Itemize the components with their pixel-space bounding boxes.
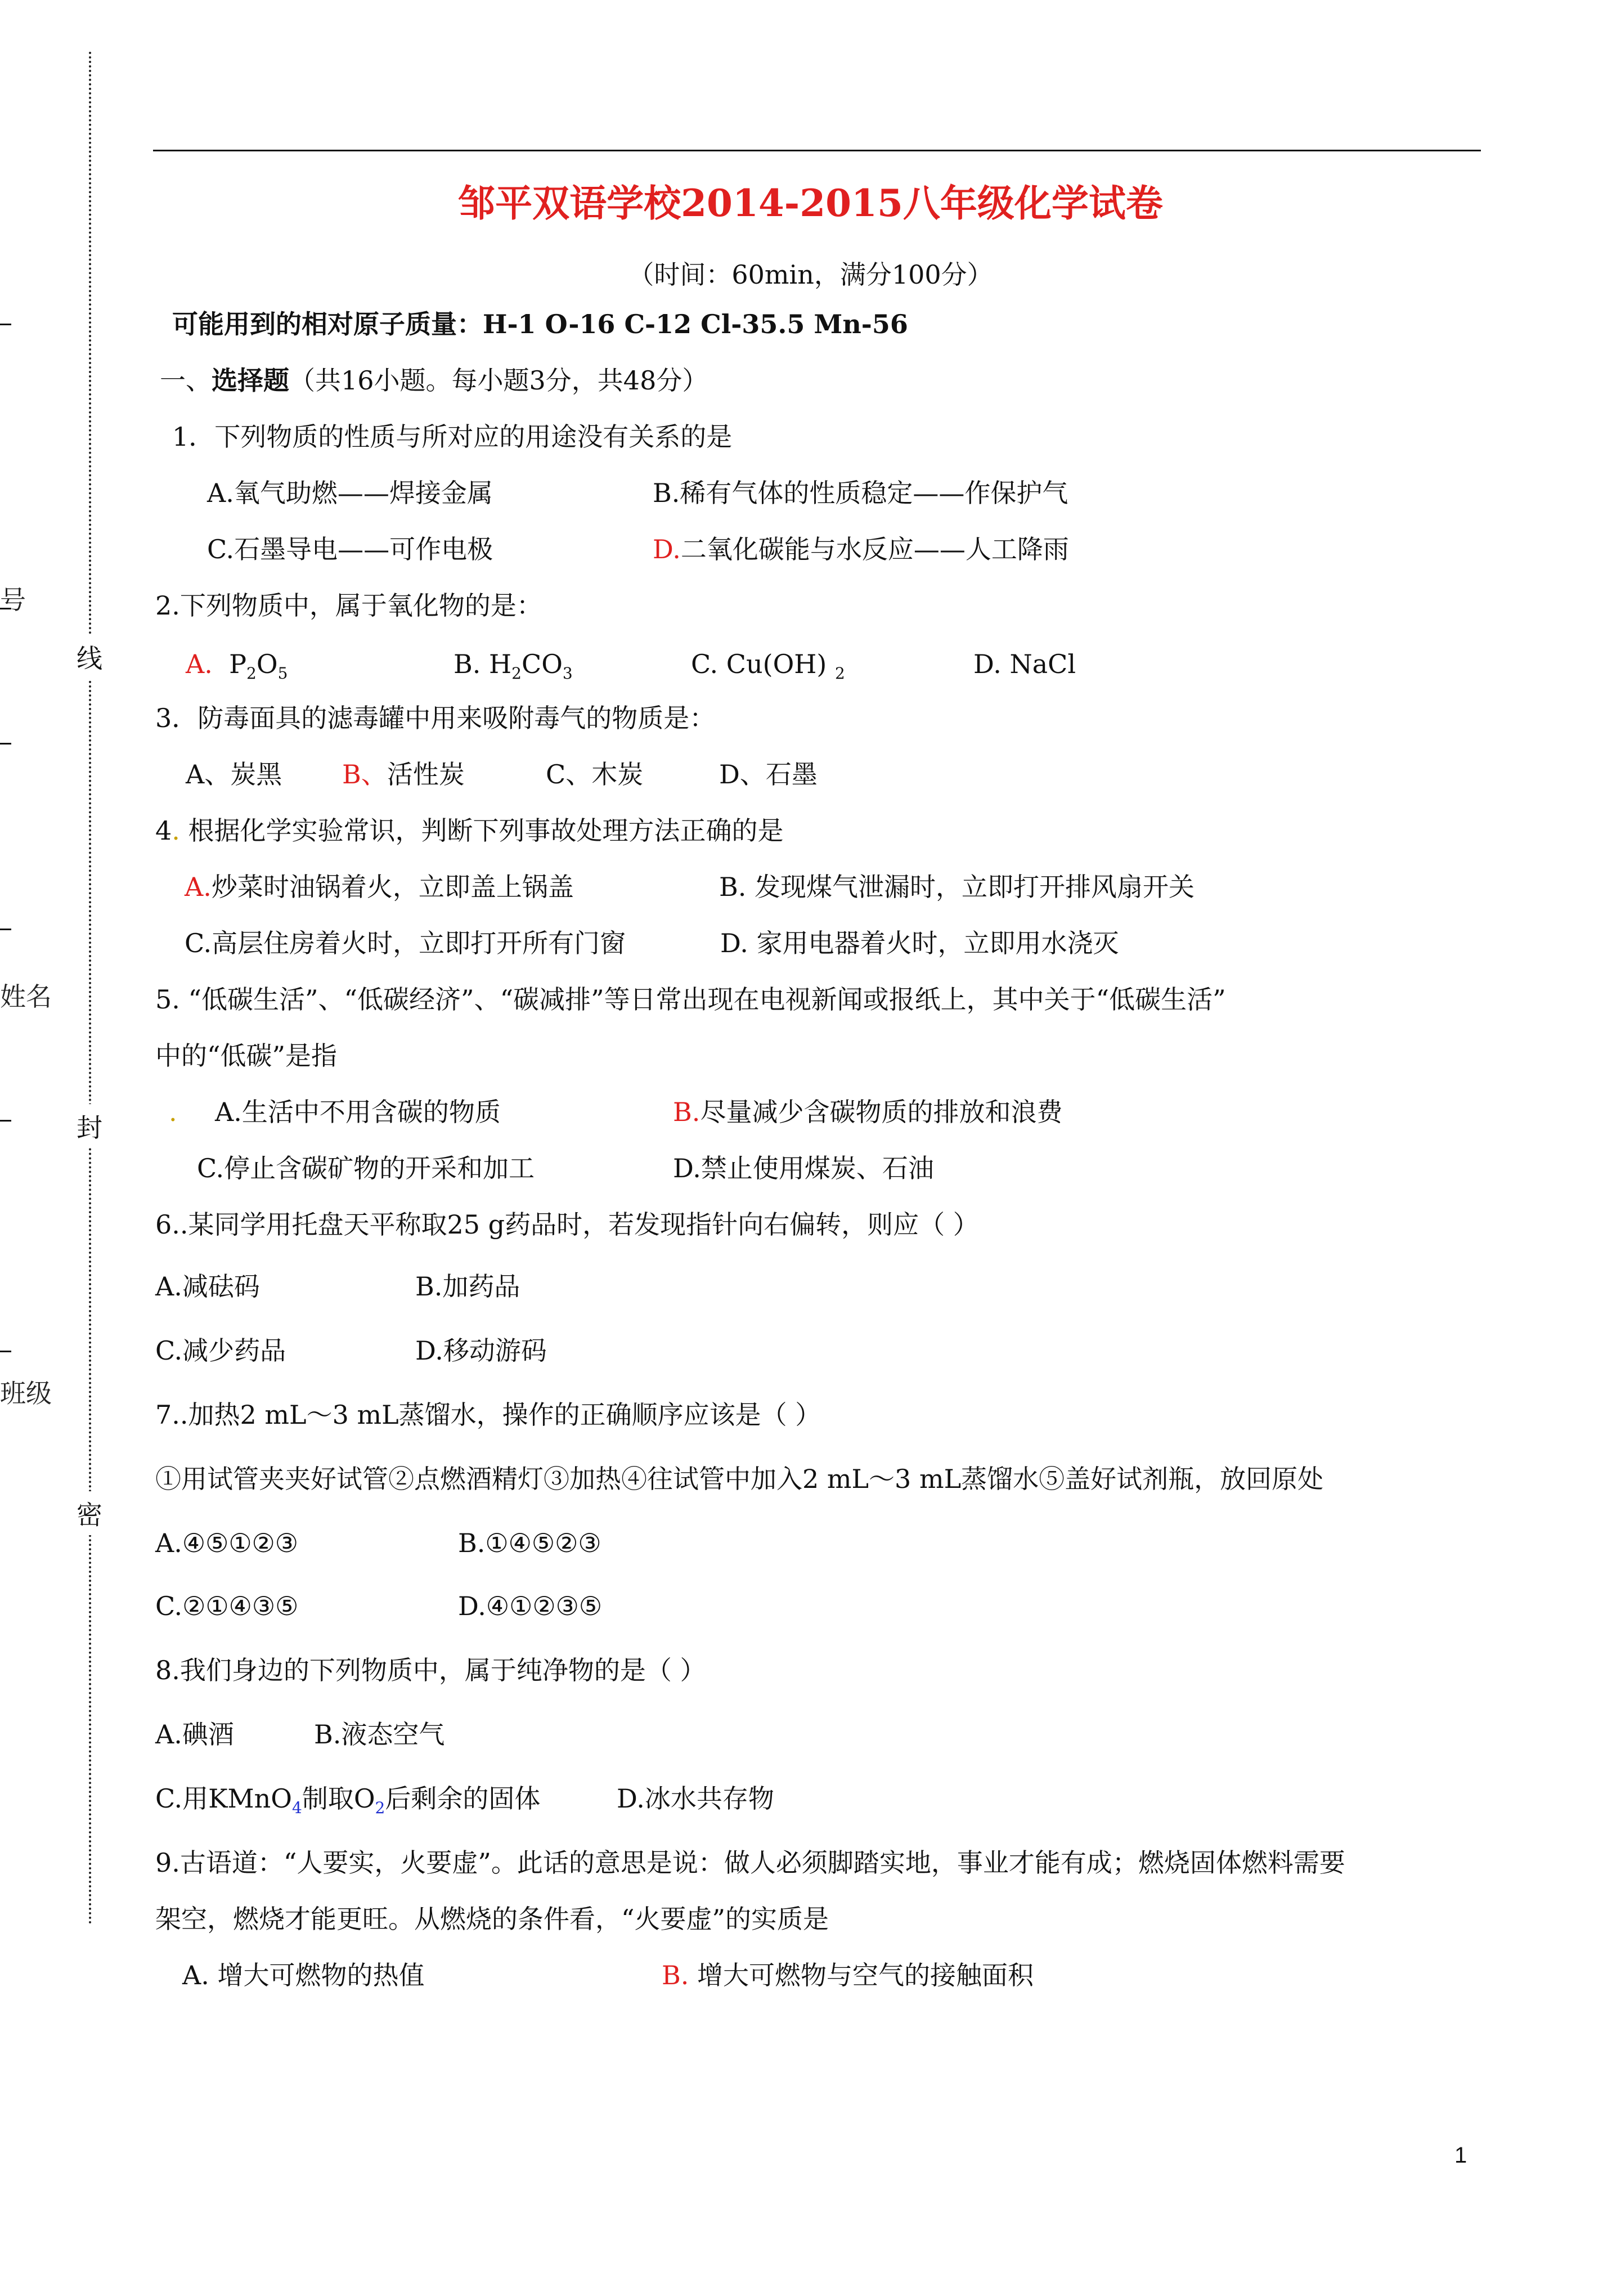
formula-part: B. H [453,649,512,679]
option-a: A.碘酒 [155,1719,234,1750]
answer-mark: B、 [342,759,387,790]
binding-rule [0,324,11,325]
question-stem: 1．下列物质的性质与所对应的用途没有关系的是 [172,421,733,452]
formula-subscript: 5 [277,664,288,683]
option-a: A.氧气助燃——焊接金属 [207,478,493,508]
option-a [185,870,574,904]
section-title: 选择题 [212,365,289,396]
option-a: A.④⑤①②③ [155,1528,299,1558]
option-c: C.减少药品 [155,1335,286,1366]
question-stem: 2.下列物质中，属于氧化物的是： [155,590,542,621]
option-c: C.高层住房着火时，立即打开所有门窗 [185,928,626,958]
formula-part: O [256,649,278,679]
section-note: （共16小题。每小题3分，共48分） [289,365,708,396]
option-text: 后剩余的固体 [385,1783,541,1814]
formula-part: CO [522,649,563,679]
page-number: 1 [1454,2143,1467,2168]
answer-mark: A. [185,872,212,902]
formula-subscript: 2 [375,1799,385,1817]
option-c: C.②①④③⑤ [155,1591,299,1621]
question-stem: 6..某同学用托盘天平称取25 g药品时，若发现指针向右偏转，则应（ ） [155,1209,979,1240]
formula-part: P [229,649,247,679]
answer-mark: D. [653,534,681,564]
question-text: 根据化学实验常识，判断下列事故处理方法正确的是 [188,815,784,846]
binding-rule [0,743,11,745]
option-text: 增大可燃物与空气的接触面积 [689,1960,1034,1990]
page-title: 邹平双语学校2014-2015八年级化学试卷 [458,181,1163,225]
option-b: B. 发现煤气泄漏时，立即打开排风扇开关 [719,872,1195,902]
question-stem-cont: 架空，燃烧才能更旺。从燃烧的条件看，“火要虚”的实质是 [155,1904,829,1934]
question-stem: 7..加热2 mL～3 mL蒸馏水，操作的正确顺序应该是（ ） [155,1400,821,1430]
seal-char-seal: 封 [77,1104,102,1148]
option-d: D.禁止使用煤炭、石油 [673,1153,934,1183]
option-d: D.冰水共存物 [617,1783,774,1814]
option-text: C.用KMnO [155,1783,292,1814]
answer-mark: A. [186,649,213,679]
option-b [673,1095,1062,1129]
atomic-masses: 可能用到的相对原子质量：H-1 O-16 C-12 Cl-35.5 Mn-56 [172,309,908,339]
option-b: B.加药品 [415,1271,520,1302]
option-d: D. 家用电器着火时，立即用水浇灭 [720,928,1119,958]
section-label: 一、 [160,365,212,396]
question-stem: 4. 根据化学实验常识，判断下列事故处理方法正确的是 [155,815,784,846]
option-text: 炒菜时油锅着火，立即盖上锅盖 [211,872,574,902]
formula-subscript: 2 [246,664,257,683]
question-stem-cont: 中的“低碳”是指 [155,1041,338,1071]
question-stem: 8.我们身边的下列物质中，属于纯净物的是（ ） [155,1655,706,1685]
option-a: A.减砝码 [155,1271,260,1302]
binding-fragment: 号 [0,585,26,615]
binding-fragment: 班级 [0,1378,52,1409]
option-c [691,647,845,681]
answer-mark: B. [673,1097,701,1127]
option-a: A.生活中不用含碳的物质 [215,1097,501,1127]
stray-mark: . [169,1097,177,1127]
binding-rule [0,1351,11,1352]
seal-char-line: 线 [77,635,102,679]
exam-time-info: （时间：60min，满分100分） [628,259,993,290]
seal-char-secret: 密 [77,1491,102,1535]
option-d [653,532,1069,566]
option-d: D、石墨 [719,759,818,790]
formula-subscript: 2 [511,664,522,683]
option-b: B.①④⑤②③ [458,1528,601,1558]
option-b [453,647,573,681]
option-d: D. NaCl [973,649,1076,679]
option-d: D.④①②③⑤ [458,1591,603,1621]
option-a [186,647,288,681]
answer-mark: B. [662,1960,689,1990]
option-b [342,757,465,791]
option-text: 二氧化碳能与水反应——人工降雨 [680,534,1069,564]
option-text: 尽量减少含碳物质的排放和浪费 [700,1097,1063,1127]
formula-subscript: 2 [834,664,845,683]
option-text: 活性炭 [387,759,465,790]
formula-subscript: 3 [562,664,573,683]
option-c: C.石墨导电——可作电极 [207,534,493,564]
option-a: A. 增大可燃物的热值 [182,1960,425,1990]
option-c: C.停止含碳矿物的开采和加工 [197,1153,535,1183]
formula-subscript: 4 [291,1799,302,1817]
question-stem: 9.古语道：“人要实，火要虚”。此话的意思是说：做人必须脚踏实地，事业才能有成；燃烧固体燃料需要 [155,1847,1345,1878]
option-text: 制取O [302,1783,375,1814]
binding-dotted-line [89,52,91,1926]
formula-part: C. Cu(OH) [691,649,827,679]
section-heading [160,364,708,397]
question-stem: 3．防毒面具的滤毒罐中用来吸附毒气的物质是： [155,703,716,733]
header-rule [153,150,1481,151]
binding-rule [0,929,11,930]
question-stem: 5. “低碳生活”、“低碳经济”、“碳减排”等日常出现在电视新闻或报纸上，其中关于“低碳生活” [155,984,1226,1015]
option-c: C、木炭 [546,759,644,790]
binding-fragment: 姓名 [0,981,52,1012]
binding-rule [0,1120,11,1122]
option-b [662,1958,1034,1992]
option-b: B.液态空气 [314,1719,445,1750]
question-number: 4 [155,815,172,846]
option-a: A、炭黑 [186,759,282,790]
option-c [155,1782,540,1815]
option-d: D.移动游码 [415,1335,547,1366]
option-b: B.稀有气体的性质稳定——作保护气 [653,478,1068,508]
procedure-steps: ①用试管夹夹好试管②点燃酒精灯③加热④往试管中加入2 mL～3 mL蒸馏水⑤盖好试剂瓶，放回原处 [155,1464,1324,1494]
